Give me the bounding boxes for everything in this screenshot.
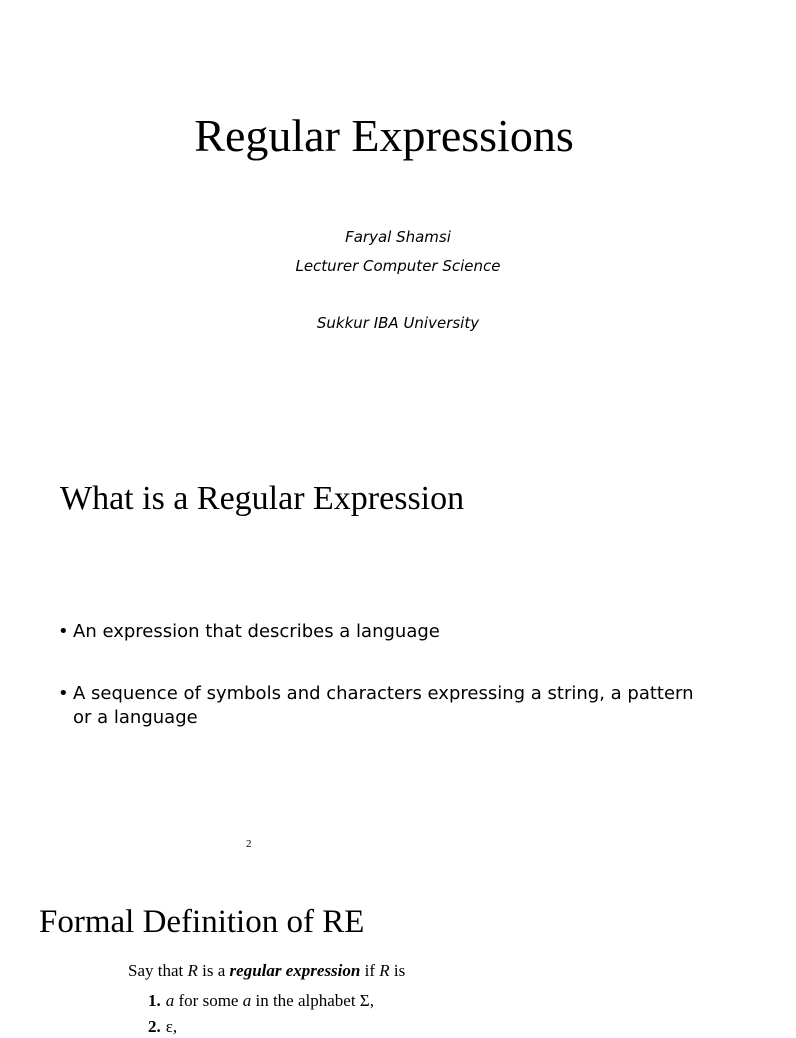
definition-slide — [0, 432, 768, 864]
bullet-text: A sequence of symbols and characters expressing a string, a pattern or a language — [73, 683, 694, 728]
item-number: 1. — [148, 991, 161, 1010]
variable: R — [379, 961, 390, 980]
intro-text: Say that — [128, 961, 188, 980]
definition-item — [148, 1016, 177, 1038]
item-text: for some — [174, 991, 243, 1010]
page-number: 2 — [246, 838, 252, 850]
variable: a — [165, 991, 175, 1010]
author-organization: Sukkur IBA University — [316, 314, 480, 332]
bullet-item — [58, 620, 708, 644]
title-slide — [0, 0, 768, 432]
bullet-text: An expression that describes a language — [73, 621, 440, 642]
bullet-icon: • — [58, 621, 69, 642]
intro-text: if — [360, 961, 380, 980]
slide-title: Regular Expressions — [194, 110, 574, 161]
emphasis-text: regular expression — [229, 961, 361, 980]
variable: R — [187, 961, 198, 980]
item-number: 2. — [148, 1017, 161, 1036]
intro-text: is — [389, 961, 406, 980]
item-text: in the alphabet Σ, — [251, 991, 374, 1010]
intro-text: is a — [197, 961, 230, 980]
bullet-icon: • — [58, 683, 69, 704]
slide-heading: What is a Regular Expression — [60, 480, 465, 517]
bullet-item — [58, 682, 708, 730]
definition-item — [148, 990, 374, 1012]
formal-definition-slide — [0, 864, 768, 1036]
slide-heading: Formal Definition of RE — [39, 904, 365, 940]
bullet-list — [58, 620, 708, 768]
definition-intro — [128, 960, 405, 982]
author-name: Faryal Shamsi — [345, 228, 451, 246]
variable: a — [242, 991, 252, 1010]
author-role: Lecturer Computer Science — [295, 257, 501, 275]
item-text: ε, — [165, 1017, 178, 1036]
